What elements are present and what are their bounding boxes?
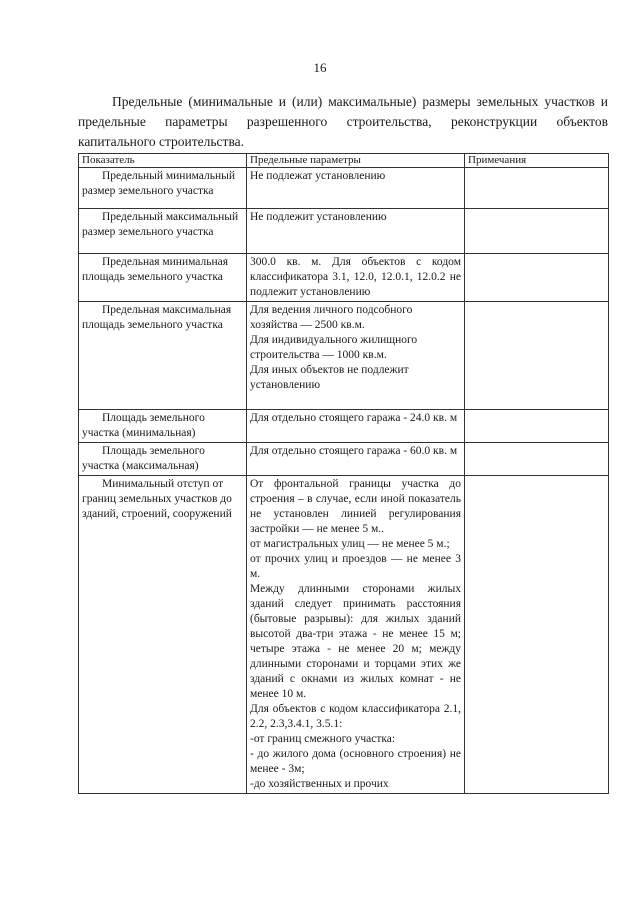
parameter-text: -до хозяйственных и прочих bbox=[250, 778, 389, 790]
parameters-cell bbox=[247, 443, 465, 476]
parameter-text: Для иных объектов не подлежит установлению bbox=[250, 364, 409, 391]
indicator-cell: Предельная минимальная площадь земельного участка bbox=[79, 254, 247, 302]
notes-cell bbox=[465, 168, 609, 209]
parameter-text: от прочих улиц и проездов — не менее 3 м. bbox=[250, 553, 461, 580]
parameter-text: от магистральных улиц — не менее 5 м.; bbox=[250, 538, 450, 550]
header-indicator: Показатель bbox=[79, 154, 247, 168]
table-row bbox=[79, 443, 609, 476]
intro-paragraph: Предельные (минимальные и (или) максимальные) размеры земельных участков и предельные параметры разрешенного строительства, реконструкции объектов капитального строительства. bbox=[78, 94, 608, 149]
parameters-cell bbox=[247, 410, 465, 443]
parameter-text: Между длинными сторонами жилых зданий следует принимать расстояния (бытовые разрывы): для жилых зданий высотой два-три этажа - не менее 15 м; четыре этажа - не менее 20 м; между длинными сторонами и торцами этих же зданий с окнами из жилых комнат - не менее 10 м. bbox=[250, 583, 461, 700]
parameter-text: Для объектов с кодом классификатора 2.1, 2.2, 2.3,3.4.1, 3.5.1: bbox=[250, 703, 461, 730]
header-notes: Примечания bbox=[465, 154, 609, 168]
parameter-text: Для отдельно стоящего гаража - 60.0 кв. м bbox=[250, 445, 458, 457]
table-header-row bbox=[79, 154, 609, 168]
parameter-text: Не подлежат установлению bbox=[250, 170, 386, 182]
indicator-cell: Предельная максимальная площадь земельного участка bbox=[79, 302, 247, 410]
parameter-text: - до жилого дома (основного строения) не менее - 3м; bbox=[250, 748, 461, 775]
parameter-text: Для индивидуального жилищного строительства — 1000 кв.м. bbox=[250, 334, 418, 361]
notes-cell bbox=[465, 302, 609, 410]
table-row bbox=[79, 254, 609, 302]
indicator-cell: Предельный минимальный размер земельного участка bbox=[79, 168, 247, 209]
table-row bbox=[79, 209, 609, 254]
indicator-cell: Площадь земельного участка (максимальная) bbox=[79, 443, 247, 476]
parameter-text: 300.0 кв. м. Для объектов с кодом классификатора 3.1, 12.0, 12.0.1, 12.0.2 не подлежит установлению bbox=[250, 256, 461, 298]
header-parameters: Предельные параметры bbox=[247, 154, 465, 168]
parameters-table bbox=[78, 153, 609, 794]
notes-cell bbox=[465, 476, 609, 794]
parameters-cell bbox=[247, 476, 465, 794]
indicator-cell: Площадь земельного участка (минимальная) bbox=[79, 410, 247, 443]
parameters-cell bbox=[247, 254, 465, 302]
notes-cell bbox=[465, 209, 609, 254]
notes-cell bbox=[465, 410, 609, 443]
parameter-text: Для отдельно стоящего гаража - 24.0 кв. м bbox=[250, 412, 458, 424]
parameter-text: Не подлежит установлению bbox=[250, 211, 387, 223]
indicator-cell: Минимальный отступ от границ земельных участков до зданий, строений, сооружений bbox=[79, 476, 247, 794]
page-number: 16 bbox=[313, 60, 327, 75]
table-row bbox=[79, 302, 609, 410]
table-row bbox=[79, 476, 609, 794]
table-row bbox=[79, 168, 609, 209]
parameter-text: -от границ смежного участка: bbox=[250, 733, 396, 745]
parameters-cell bbox=[247, 168, 465, 209]
parameters-cell bbox=[247, 209, 465, 254]
parameter-text: От фронтальной границы участка до строения – в случае, если иной показатель не установлен линией регулирования застройки — не менее 5 м.. bbox=[250, 478, 461, 535]
parameters-cell bbox=[247, 302, 465, 410]
notes-cell bbox=[465, 254, 609, 302]
notes-cell bbox=[465, 443, 609, 476]
parameter-text: Для ведения личного подсобного хозяйства — 2500 кв.м. bbox=[250, 304, 413, 331]
table-row bbox=[79, 410, 609, 443]
indicator-cell: Предельный максимальный размер земельного участка bbox=[79, 209, 247, 254]
cell-spacer bbox=[250, 393, 461, 408]
